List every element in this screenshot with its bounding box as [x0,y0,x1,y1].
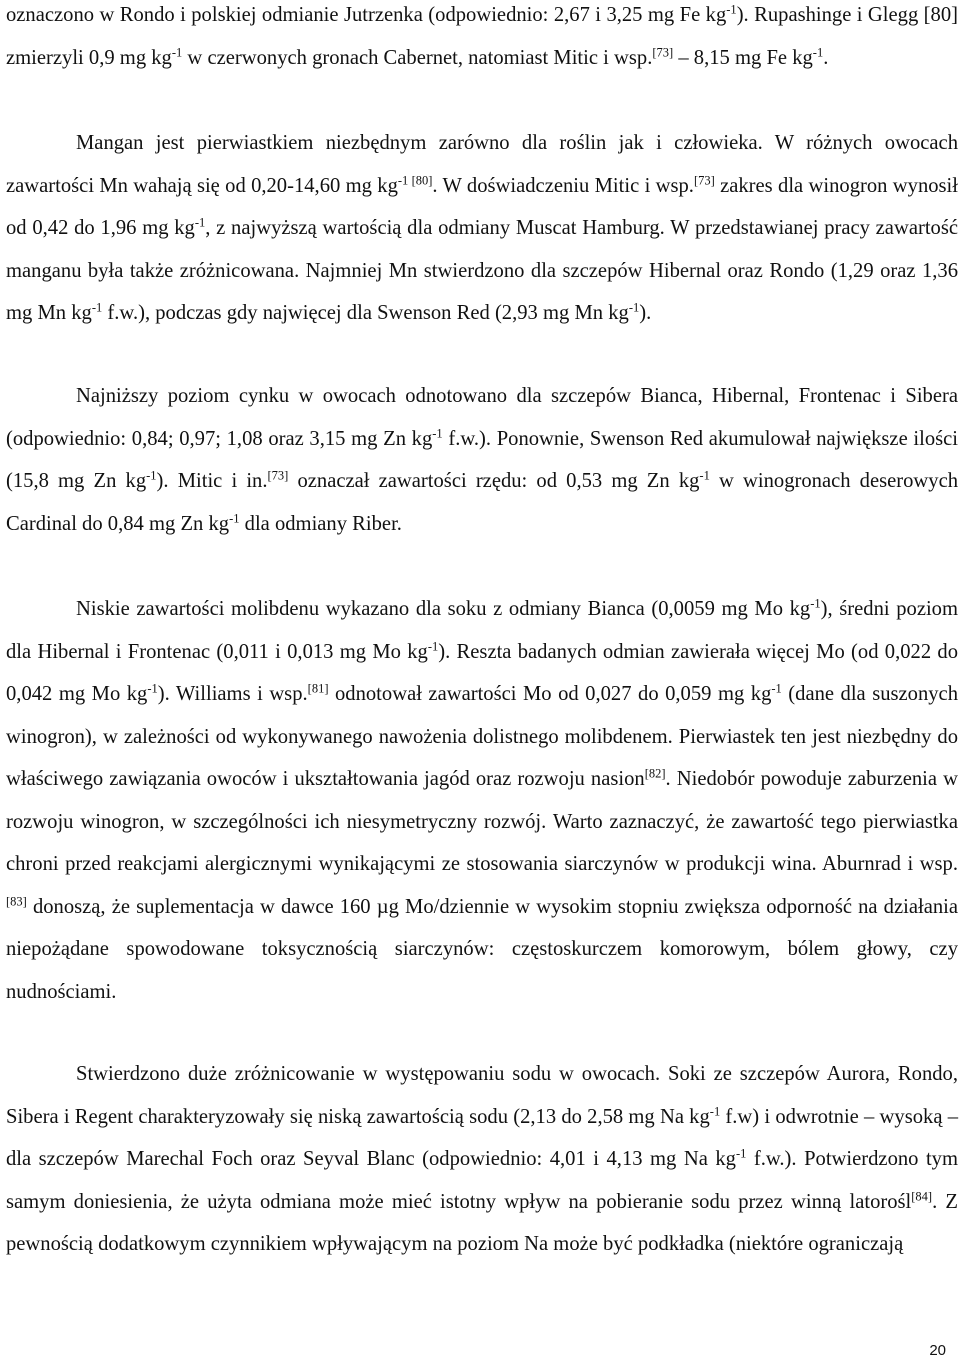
text-run: . Z pewnością dodatkowym czynnikiem wpływającym na poziom Na może być podkładka (niektóre ograniczają [6,1190,958,1255]
superscript: -1 [735,1146,747,1161]
superscript: [84] [911,1188,933,1203]
superscript: -1 [147,681,158,696]
text-run: f.w.). Potwierdzono tym samym doniesienia, że użyta odmiana może mieć istotny wpływ na pobieranie sodu przez winną latorośl [6,1148,958,1213]
superscript: [83] [6,893,27,908]
text-run: oznaczono w Rondo i polskiej odmianie Jutrzenka (odpowiednio: 2,67 i 3,25 mg Fe kg [6,4,727,26]
text-run: ). Williams i wsp. [157,683,308,705]
superscript: -1 [427,638,439,653]
text-run: Mangan jest pierwiastkiem niezbędnym zarówno dla roślin jak i człowieka. W różnych owocach zawartości Mn wahają się od 0,20-14,60 mg kg [6,132,958,197]
text-run: donoszą, że suplementacja w dawce 160 µg Mo/dziennie w wysokim stopniu zwiększa odporność na działania niepożądane spowodowane toksycznością siarczynów: częstoskurczem komorowym, bólem głowy, czy nudnościami. [6,895,958,1003]
text-run: f.w) i odwrotnie – wysoką – dla szczepów Marechal Foch oraz Seyval Blanc (odpowiednio: 4,01 i 4,13 mg Na kg [6,1105,958,1170]
superscript: [73] [267,468,289,483]
text-run: ). Reszta badanych odmian zawierała więcej Mo (od 0,022 do 0,042 mg Mo kg [6,640,958,705]
text-run: ). [639,302,652,324]
paragraph-iron-continued [6,0,958,79]
text-run: ). Rupashinge i Glegg [80] zmierzyli 0,9 mg kg [6,4,958,69]
text-run: Stwierdzono duże zróżnicowanie w występowaniu sodu w owocach. Soki ze szczepów Aurora, Rondo, Sibera i Regent charakteryzowały się niską zawartością sodu (2,13 do 2,58 mg Na kg [6,1063,958,1128]
text-run: . Niedobór powoduje zaburzenia w rozwoju winogron, w szczególności ich niesymetryczny rozwój. Warto zaznaczyć, że zawartość tego pierwiastka chroni przed reakcjami alergicznymi wynikającymi ze stosowania siarczynów w produkcji wina. Aburnrad i wsp. [6,768,958,875]
paragraph-zinc [6,375,958,545]
page-number: 20 [929,1342,946,1359]
superscript: -1 [709,1103,721,1118]
superscript: [81] [307,681,329,696]
superscript: -1 [771,681,782,696]
superscript: [82] [644,766,666,781]
superscript: -1 [628,300,640,315]
text-run: – 8,15 mg Fe kg [673,46,813,69]
text-run: odnotował zawartości Mo od 0,027 do 0,059 mg kg [328,683,772,705]
text-run: zakres dla winogron wynosił od 0,42 do 1,96 mg kg [6,174,958,239]
text-run: w czerwonych gronach Cabernet, natomiast Mitic i wsp. [182,46,653,69]
text-run: ). Mitic i in. [156,470,268,492]
superscript: [73] [693,172,715,187]
text-run: , z najwyższą wartością dla odmiany Muscat Hamburg. W przedstawianej pracy zawartość manganu była także zróżnicowana. Najmniej Mn stwierdzono dla szczepów Hibernal oraz Rondo (1,29 oraz 1,36 mg Mn kg [6,217,958,324]
text-run: oznaczał zawartości rzędu: od 0,53 mg Zn kg [288,470,700,492]
superscript: -1 [432,425,443,440]
superscript: -1 [171,44,183,59]
superscript: -1 [146,468,157,483]
superscript: -1 [91,300,103,315]
text-run: dla odmiany Riber. [239,512,402,535]
text-run: Najniższy poziom cynku w owocach odnotowano dla szczepów Bianca, Hibernal, Frontenac i Sibera (odpowiednio: 0,84; 0,97; 1,08 oraz 3,15 mg Zn kg [6,385,958,450]
superscript: -1 [812,44,824,59]
superscript: [73] [652,44,674,59]
superscript: -1 [194,215,206,230]
paragraph-molybdenum [6,588,958,1013]
superscript: -1 [80] [397,172,433,187]
text-run: (dane dla suszonych winogron), w zależności od wykonywanego nawożenia dolistnego molibdenem. Pierwiastek ten jest niezbędny do właściwego zawiązania owoców i ukształtowania jagód oraz rozwoju nasion [6,683,958,790]
text-run: f.w.). Ponownie, Swenson Red akumulował największe ilości (15,8 mg Zn kg [6,427,958,492]
text-run: f.w.), podczas gdy najwięcej dla Swenson Red (2,93 mg Mn kg [102,302,629,324]
text-run: . W doświadczeniu Mitic i wsp. [432,174,694,197]
superscript: -1 [699,468,710,483]
text-run: Niskie zawartości molibdenu wykazano dla soku z odmiany Bianca (0,0059 mg Mo kg [76,598,811,620]
superscript: -1 [810,596,821,611]
text-run: . [823,46,829,69]
text-run: w winogronach deserowych Cardinal do 0,84 mg Zn kg [6,470,959,535]
superscript: -1 [726,2,737,17]
paragraph-manganese [6,122,958,335]
text-run: ), średni poziom dla Hibernal i Frontenac (0,011 i 0,013 mg Mo kg [6,598,958,663]
paragraph-sodium [6,1053,958,1266]
superscript: -1 [229,510,240,525]
